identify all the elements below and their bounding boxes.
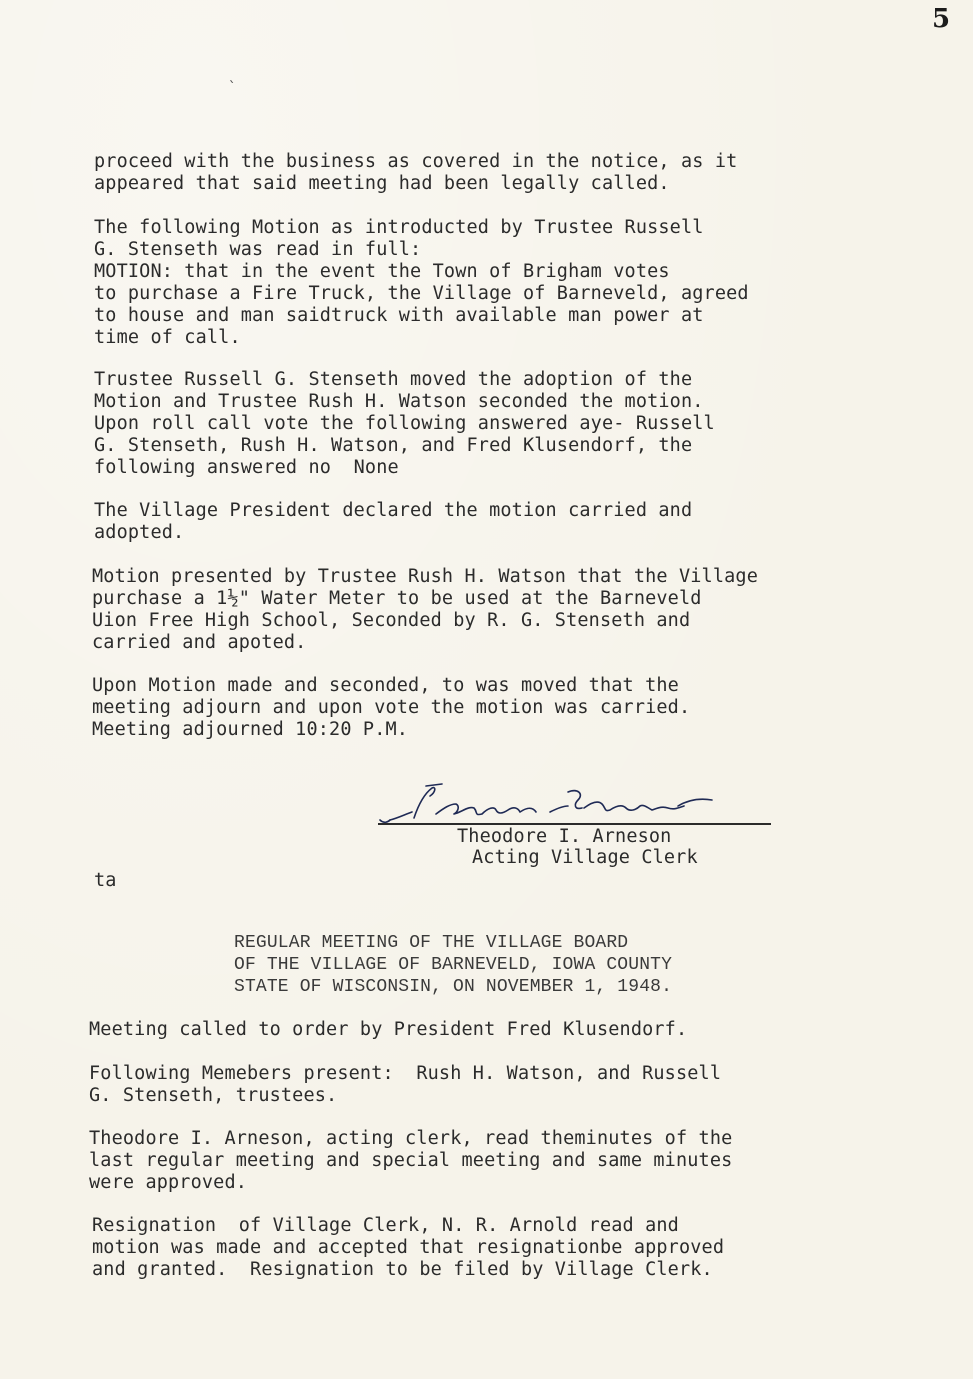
paragraph-roll-call: Trustee Russell G. Stenseth moved the adoption of the Motion and Trustee Rush H. Watson seconded the motion. Upon roll call vote the following answered aye- Russell G. Stenseth, Rush H. Watson, and Fred Klusendorf, the following answered no None	[94, 369, 715, 478]
typist-initials: ta	[94, 870, 117, 891]
paragraph-motion-fire-truck: The following Motion as introducted by Trustee Russell G. Stenseth was read in full: MOTION: that in the event the Town of Brigham votes to purchase a Fire Truck, the Village of Barneveld, agreed to house and man saidtruck with available man power at time of call.	[94, 217, 749, 348]
signature-line	[378, 823, 771, 825]
paragraph-minutes-approved: Theodore I. Arneson, acting clerk, read theminutes of the last regular meeting and special meeting and same minutes were approved.	[89, 1128, 733, 1193]
paragraph-called-to-order: Meeting called to order by President Fred Klusendorf.	[89, 1019, 688, 1040]
paragraph-motion-carried: The Village President declared the motion carried and adopted.	[94, 500, 693, 543]
stray-mark: `	[228, 80, 237, 96]
signature-name: Theodore I. Arneson	[457, 826, 672, 847]
paragraph-water-meter: Motion presented by Trustee Rush H. Watson that the Village purchase a 1½" Water Meter to be used at the Barneveld Uion Free High School, Seconded by R. G. Stenseth and carried and apoted.	[92, 566, 758, 653]
paragraph-resignation: Resignation of Village Clerk, N. R. Arnold read and motion was made and accepted that resignationbe approved and granted. Resignation to be filed by Village Clerk.	[92, 1215, 725, 1280]
paragraph-members-present: Following Memebers present: Rush H. Watson, and Russell G. Stenseth, trustees.	[89, 1063, 722, 1106]
paragraph-adjourn: Upon Motion made and seconded, to was moved that the meeting adjourn and upon vote the motion was carried. Meeting adjourned 10:20 P.M.	[92, 675, 691, 740]
page-number: 5	[932, 4, 951, 34]
paragraph-proceed: proceed with the business as covered in the notice, as it appeared that said meeting had been legally called.	[94, 151, 738, 194]
meeting-heading: REGULAR MEETING OF THE VILLAGE BOARD OF THE VILLAGE OF BARNEVELD, IOWA COUNTY STATE OF WISCONSIN, ON NOVEMBER 1, 1948.	[234, 933, 673, 997]
signature-title: Acting Village Clerk	[472, 847, 698, 868]
